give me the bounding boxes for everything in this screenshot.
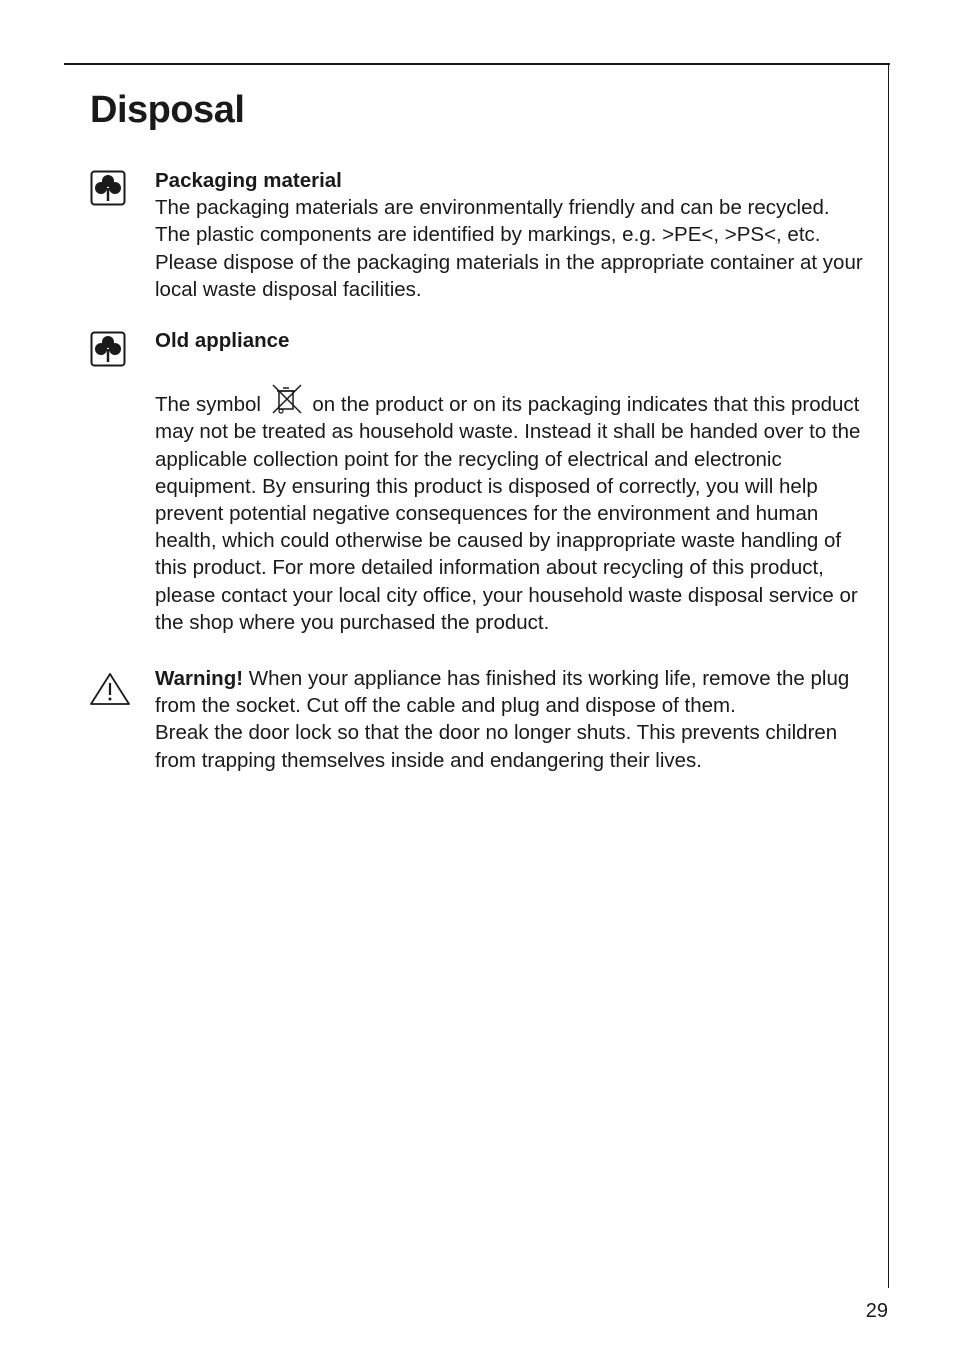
packaging-body: The packaging materials are environmentally friendly and can be recycled. The plastic components are identified by markings, e.g. >PE<, >PS<, etc. Please dispose of the packaging materials in the appropriate container at your local waste disposal facilities.: [155, 196, 863, 301]
warning-triangle-icon: [89, 672, 131, 706]
page-number: 29: [865, 1300, 888, 1322]
right-rule: [888, 63, 889, 1288]
crossed-out-wheelie-bin-icon: [269, 381, 305, 417]
top-rule: [64, 63, 890, 65]
old-appliance-section: [155, 327, 870, 636]
old-appliance-body-rest: on the product or on its packaging indicates that this product may not be treated as household waste. Instead it shall be handed over to the applicable collection point for the recycling of electrical and electronic equipment. By ensuring this product is disposed of correctly, you will help prevent potential negative consequences for the environment and human health, which could otherwise be caused by inappropriate waste handling of this product. For more detailed information about recycling of this product, please contact your local city office, your household waste disposal service or the shop where you purchased the product.: [155, 393, 861, 634]
clover-environment-icon: [90, 170, 126, 206]
packaging-section: [155, 167, 870, 303]
warning-label: Warning!: [155, 667, 244, 690]
warning-body-2: Break the door lock so that the door no longer shuts. This prevents children from trapping themselves inside and endangering their lives.: [155, 721, 838, 772]
clover-environment-icon: [90, 331, 126, 367]
old-appliance-body: [155, 381, 870, 636]
page-title: Disposal: [90, 89, 245, 131]
packaging-heading: Packaging material: [155, 169, 342, 192]
warning-body: [155, 665, 870, 719]
old-appliance-heading: Old appliance: [155, 329, 290, 352]
warning-section: [155, 665, 870, 774]
old-appliance-body-start: The symbol: [155, 393, 261, 417]
warning-text: When your appliance has finished its working life, remove the plug from the socket. Cut off the cable and plug and dispose of them.: [155, 667, 850, 718]
